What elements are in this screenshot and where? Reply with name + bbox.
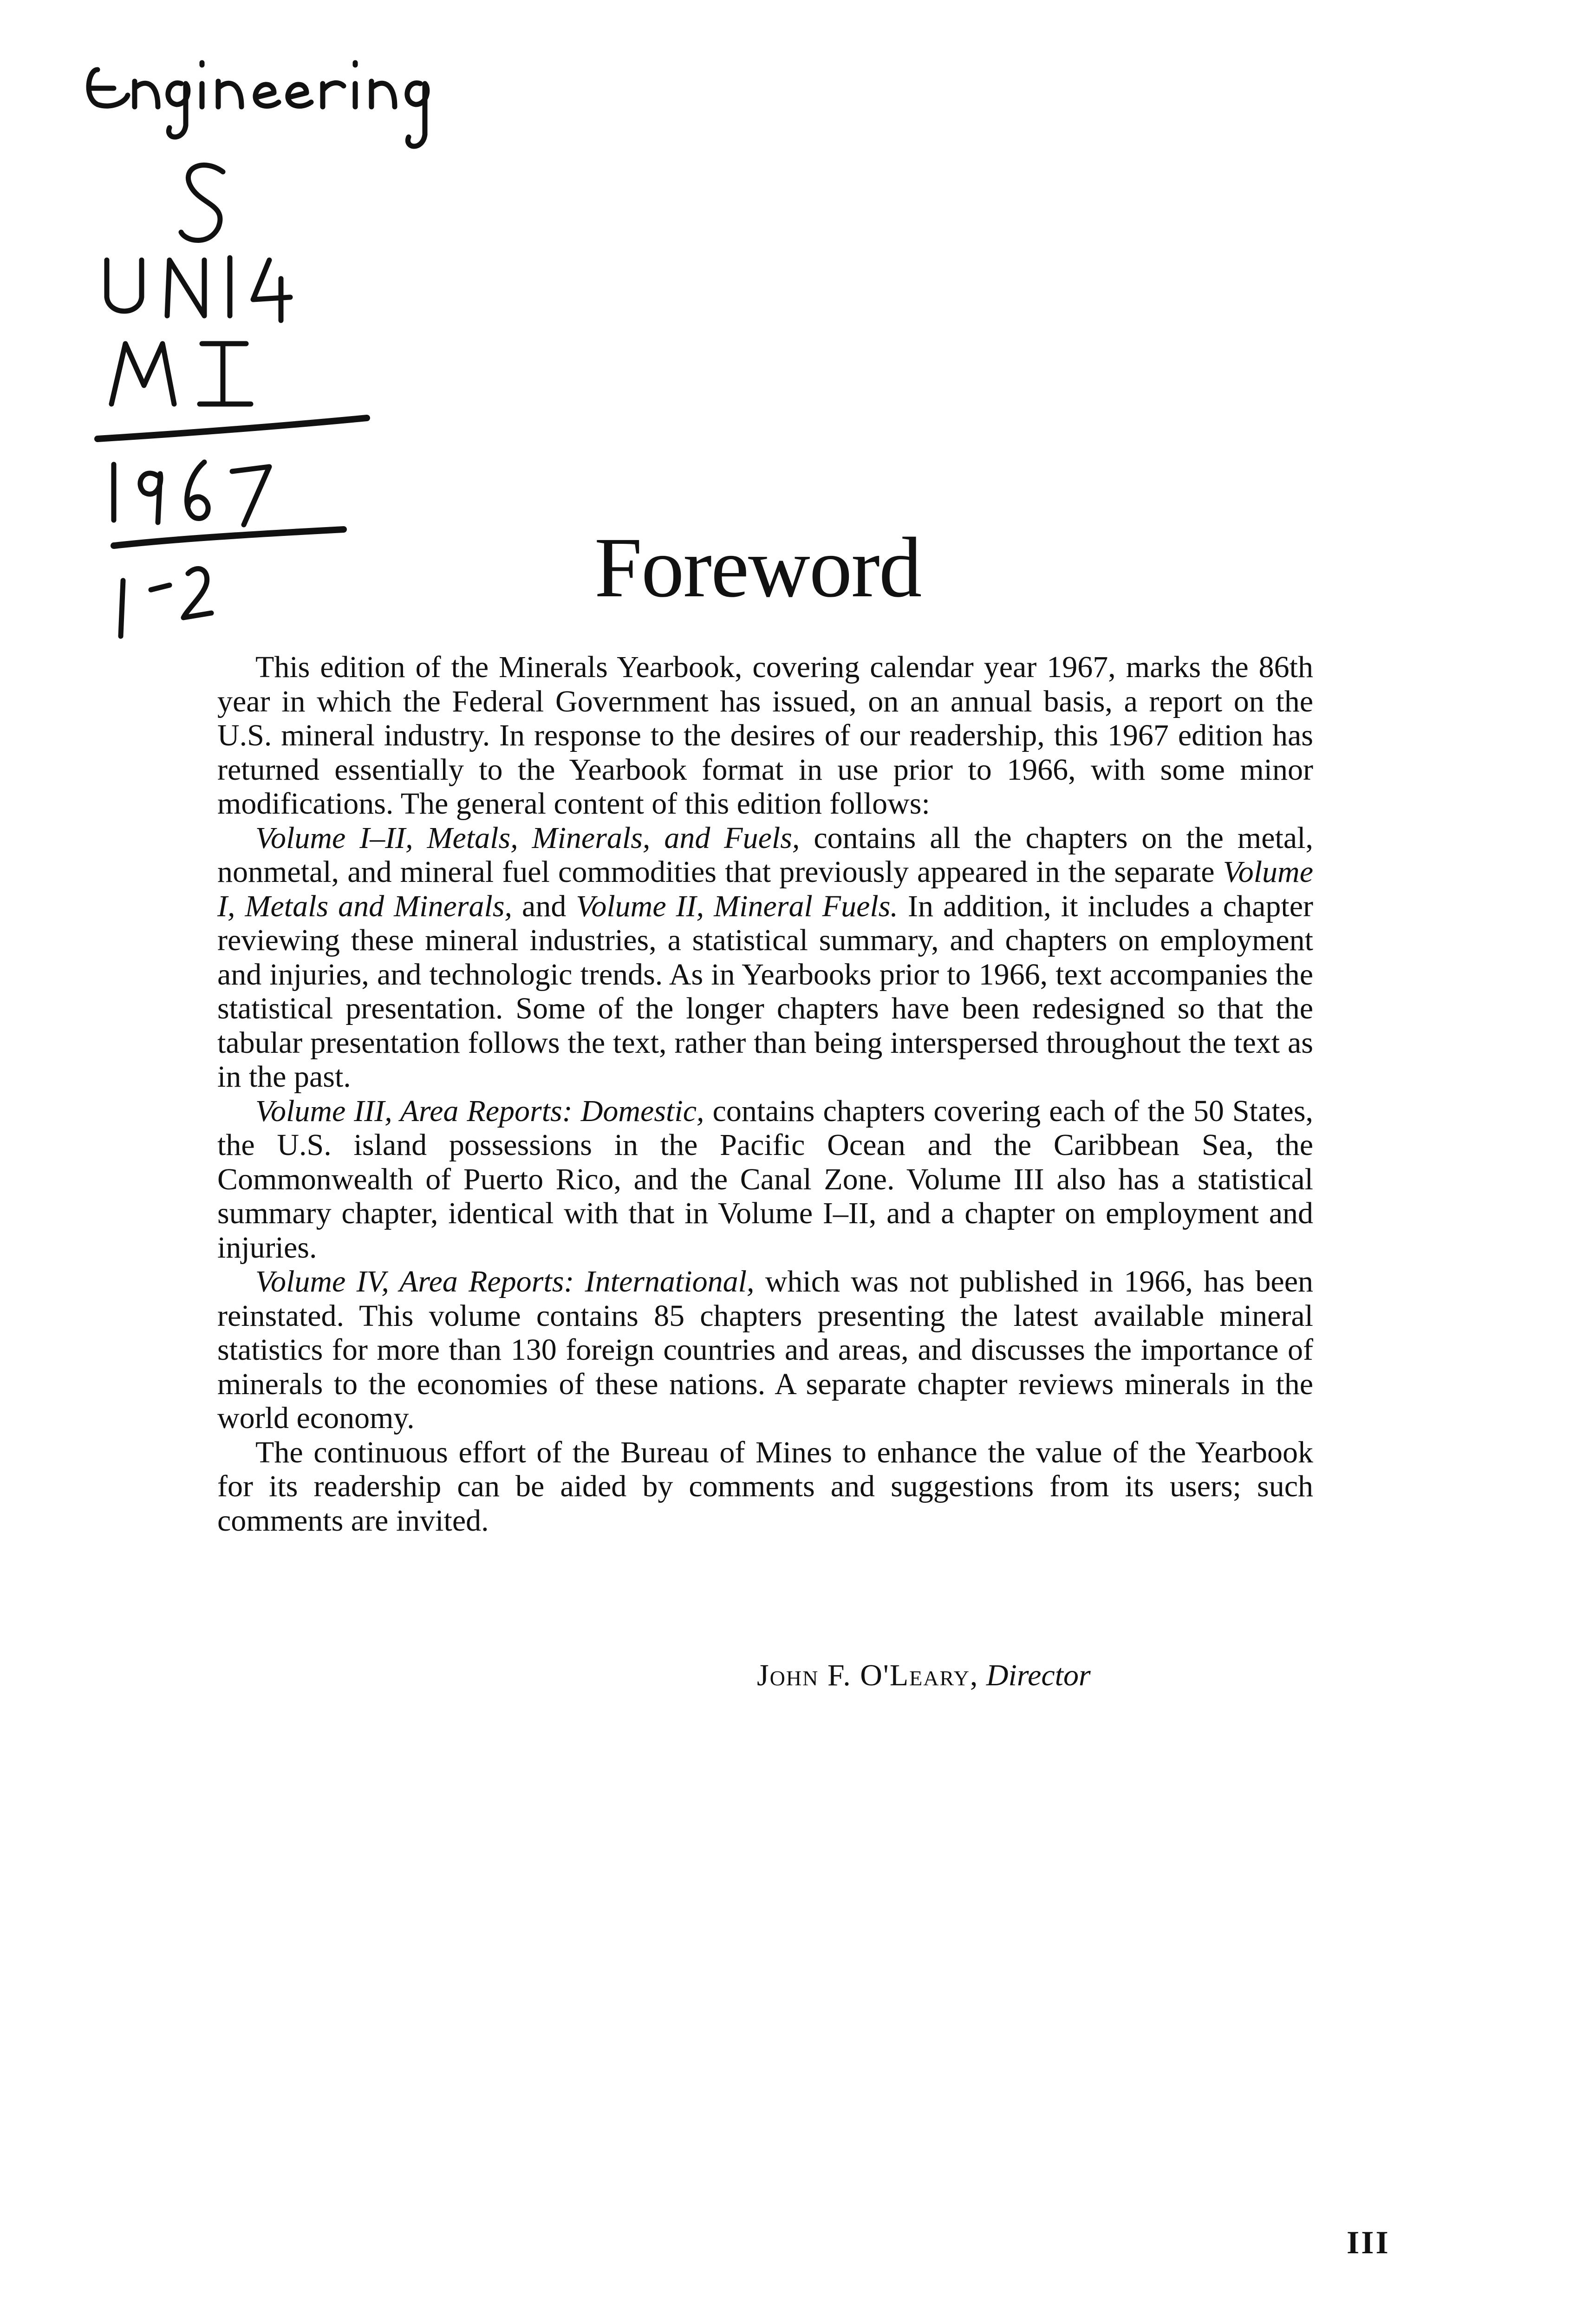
- paragraph-text: and: [512, 889, 576, 923]
- paragraph-text: contains chapters covering each of the 50 States, the U.S. island possessions in the Pacific Ocean and the Caribbean Sea, the Commonwealth of Puerto Rico, and the Canal Zone. Volume III also has a statistical summary chapter, identical with that in Volume I–II, and a chapter on employment and injuries.: [217, 1094, 1314, 1265]
- handwritten-catalog-annotation: [70, 19, 488, 669]
- paragraph-volume-4: [217, 1265, 1313, 1435]
- volume-title: Volume I–II, Metals, Minerals, and Fuels,: [255, 821, 800, 855]
- paragraph-volume-1-2: [217, 821, 1313, 1094]
- paragraph-closing: The continuous effort of the Bureau of Mines to enhance the value of the Yearbook for its readership can be aided by comments and suggestions from its users; such comments are invited.: [217, 1435, 1313, 1538]
- page-number: III: [1347, 2225, 1390, 2261]
- paragraph-text: which was not published in 1966, has been reinstated. This volume contains 85 chapters presenting the latest available mineral statistics for more than 130 foreign countries and areas, and discusses the importance of minerals to the economies of these nations. A separate chapter reviews minerals in the world economy.: [217, 1265, 1313, 1435]
- paragraph-intro: This edition of the Minerals Yearbook, covering calendar year 1967, marks the 86th year in which the Federal Government has issued, on an annual basis, a report on the U.S. mineral industry. In response to the desires of our readership, this 1967 edition has returned essentially to the Yearbook format in use prior to 1966, with some minor modifications. The general content of this edition follows:: [217, 650, 1313, 821]
- page-title: Foreword: [594, 520, 921, 615]
- signatory-title: Director: [986, 1658, 1091, 1692]
- volume-reference: Volume I, Metals and Minerals,: [217, 855, 1313, 923]
- signature: [757, 1660, 1091, 1691]
- paragraph-volume-3: [217, 1094, 1313, 1265]
- signatory-name: John F. O'Leary,: [757, 1658, 979, 1692]
- paragraph-text: contains all the chapters on the metal, nonmetal, and mineral fuel commodities that previously appeared in the separate: [217, 821, 1313, 889]
- volume-title: Volume III, Area Reports: Domestic,: [255, 1094, 704, 1128]
- paragraph-text: In addition, it includes a chapter reviewing these mineral industries, a statistical summary, and chapters on employment and injuries, and technologic trends. As in Yearbooks prior to 1966, text accompanies the statistical presentation. Some of the longer chapters have been redesigned so that the tabular presentation follows the text, rather than being interspersed throughout the text as in the past.: [217, 889, 1313, 1094]
- volume-reference: Volume II, Mineral Fuels.: [576, 889, 898, 923]
- volume-title: Volume IV, Area Reports: International,: [255, 1265, 755, 1298]
- foreword-body: [217, 650, 1313, 1538]
